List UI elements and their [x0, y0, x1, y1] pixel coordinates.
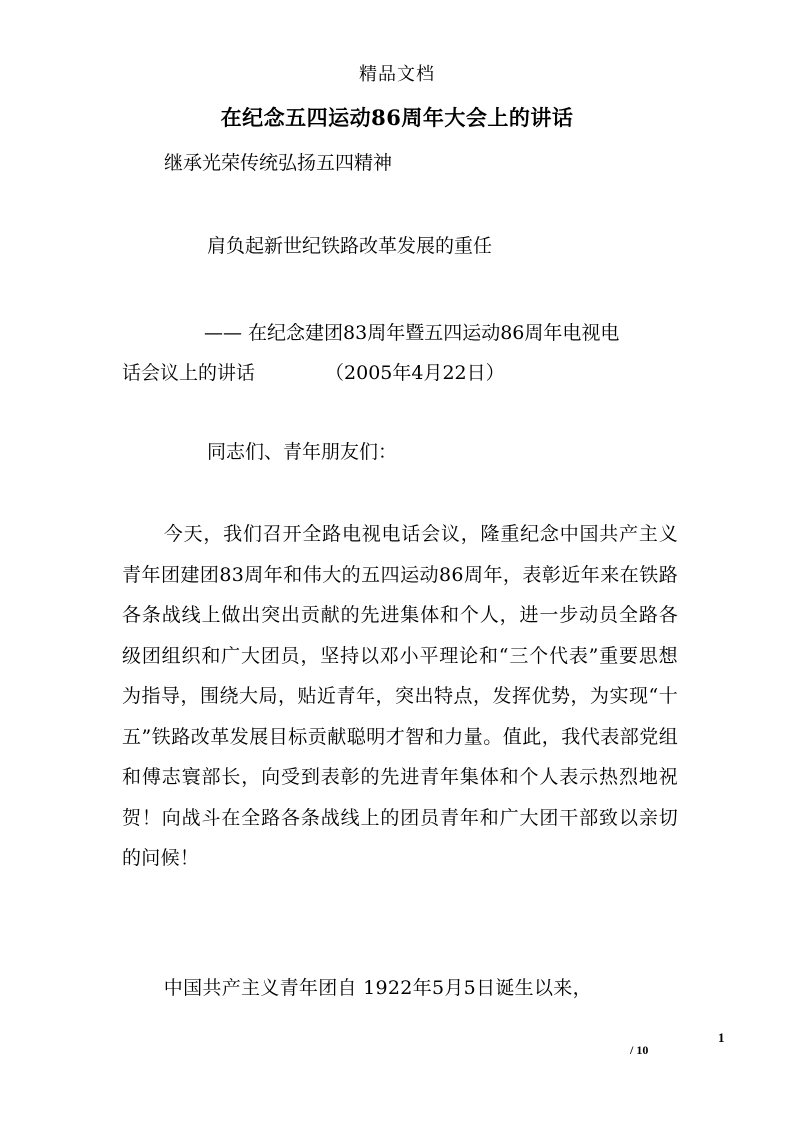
subtitle-primary: 继承光荣传统弘扬五四精神	[164, 152, 393, 174]
speech-note-line-1: —— 在纪念建团83周年暨五四运动86周年电视电	[204, 322, 620, 344]
speech-note-occasion: 话会议上的讲话	[122, 362, 256, 384]
header-label: 精品文档	[359, 64, 435, 85]
document-title: 在纪念五四运动86周年大会上的讲话	[220, 105, 574, 130]
speech-date: （2005年4月22日）	[325, 362, 505, 384]
subtitle-secondary: 肩负起新世纪铁路改革发展的重任	[207, 235, 493, 257]
speech-note	[122, 313, 678, 393]
speech-note-line-2	[122, 353, 678, 393]
body-paragraph-2: 中国共产主义青年团自 1922年5月5日诞生以来，	[163, 977, 592, 999]
body-paragraph-1: 今天，我们召开全路电视电话会议，隆重纪念中国共产主义青年团建团83周年和伟大的五四运动86周年，表彰近年来在铁路各条战线上做出突出贡献的先进集体和个人，进一步动员全路各级团组织和广大团员，坚持以邓小平理论和“三个代表”重要思想为指导，围绕大局，贴近青年，突出特点，发挥优势，为实现“十五”铁路改革发展目标贡献聪明才智和力量。值此，我代表部党组和傅志寰部长，向受到表彰的先进青年集体和个人表示热烈地祝贺！向战斗在全路各条战线上的团员青年和广大团干部致以亲切的问候！	[122, 523, 678, 869]
greeting: 同志们、青年朋友们：	[207, 441, 398, 463]
page-total: / 10	[630, 1043, 649, 1057]
page-number: 1	[718, 1030, 725, 1045]
